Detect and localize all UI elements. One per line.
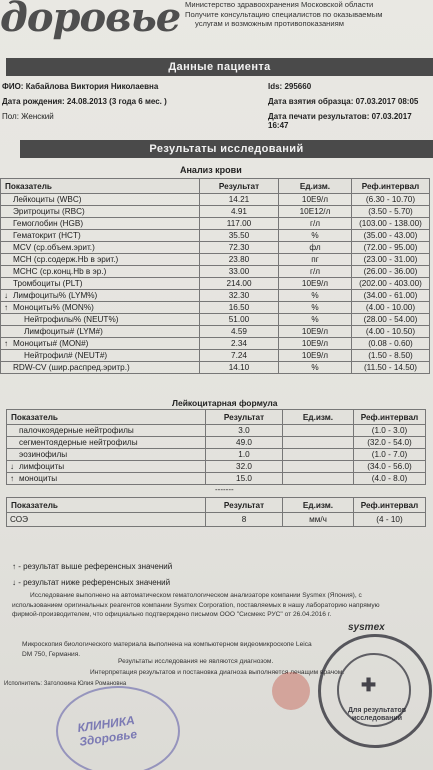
patient-section-title: Данные пациента — [6, 58, 433, 76]
result-cell: 72.30 — [200, 242, 279, 254]
col-result: Результат — [206, 498, 283, 513]
table-row — [1, 302, 430, 314]
ref-cell: (26.00 - 36.00) — [352, 266, 430, 278]
indicator-label: эозинофилы — [19, 450, 68, 459]
table-row — [1, 290, 430, 302]
microscopy-line: DM 750, Германия. — [22, 650, 81, 658]
results-section-title: Результаты исследований — [20, 140, 433, 158]
table-header-row — [1, 179, 430, 194]
table-row — [7, 425, 426, 437]
ref-cell: (202.00 - 403.00) — [352, 278, 430, 290]
clinic-logo: доровье — [0, 0, 181, 41]
result-cell: 1.0 — [206, 449, 283, 461]
result-cell: 16.50 — [200, 302, 279, 314]
table-header-row — [7, 498, 426, 513]
result-cell: 14.21 — [200, 194, 279, 206]
result-cell: 214.00 — [200, 278, 279, 290]
result-cell: 49.0 — [206, 437, 283, 449]
indicator-label: сегментоядерные нейтрофилы — [19, 438, 138, 447]
ref-cell: (11.50 - 14.50) — [352, 362, 430, 374]
blood-analysis-title: Анализ крови — [180, 165, 242, 175]
indicator-cell — [1, 338, 200, 350]
result-cell: 7.24 — [200, 350, 279, 362]
ref-cell: (34.00 - 61.00) — [352, 290, 430, 302]
result-cell: 51.00 — [200, 314, 279, 326]
col-indicator: Показатель — [7, 498, 206, 513]
unit-cell — [283, 473, 354, 485]
arrow-up-icon: ↑ — [4, 303, 8, 312]
table-row — [1, 254, 430, 266]
print-date: Дата печати результатов: 07.03.2017 16:47 — [268, 112, 412, 130]
indicator-label: Гемоглобин (HGB) — [13, 219, 84, 228]
arrow-down-icon: ↓ — [10, 462, 14, 471]
col-unit: Ед.изм. — [283, 410, 354, 425]
table-row — [7, 461, 426, 473]
indicator-cell — [1, 254, 200, 266]
ref-cell: (28.00 - 54.00) — [352, 314, 430, 326]
indicator-label: Моноциты% (MON%) — [13, 303, 94, 312]
unit-cell: % — [279, 362, 352, 374]
unit-cell: 10E9/л — [279, 338, 352, 350]
indicator-cell — [1, 314, 200, 326]
ref-cell: (1.0 - 3.0) — [354, 425, 426, 437]
col-result: Результат — [200, 179, 279, 194]
indicator-cell — [1, 194, 200, 206]
table-row — [7, 437, 426, 449]
unit-cell: % — [279, 302, 352, 314]
indicator-cell — [1, 350, 200, 362]
red-stamp — [272, 672, 310, 710]
formula-table — [6, 409, 426, 485]
ref-cell: (4.0 - 8.0) — [354, 473, 426, 485]
indicator-label: Нейтрофилы% (NEUT%) — [24, 315, 119, 324]
table-row — [1, 230, 430, 242]
unit-cell: 10E12/л — [279, 206, 352, 218]
result-cell: 23.80 — [200, 254, 279, 266]
ref-cell: (4.00 - 10.00) — [352, 302, 430, 314]
result-cell: 2.34 — [200, 338, 279, 350]
result-cell: 4.91 — [200, 206, 279, 218]
clinic-stamp — [56, 686, 180, 770]
unit-cell: 10E9/л — [279, 326, 352, 338]
indicator-cell — [1, 218, 200, 230]
unit-cell — [283, 449, 354, 461]
table-row — [1, 362, 430, 374]
microscopy-line: Микроскопия биологического материала выполнена на компьютерном видеомикроскопе Leica — [22, 641, 312, 648]
col-result: Результат — [206, 410, 283, 425]
interpretation-note: Интерпретация результатов и постановка диагноза выполняется лечащим врачом. — [90, 669, 345, 676]
indicator-label: лимфоциты — [19, 462, 65, 471]
result-cell: 14.10 — [200, 362, 279, 374]
unit-cell: % — [279, 314, 352, 326]
table-row — [1, 314, 430, 326]
col-ref: Реф.интервал — [354, 498, 426, 513]
indicator-cell — [1, 242, 200, 254]
col-indicator: Показатель — [1, 179, 200, 194]
unit-cell: % — [279, 230, 352, 242]
indicator-cell — [1, 206, 200, 218]
clinic-stamp-text: КЛИНИКА Здоровье — [76, 713, 138, 749]
table-row — [7, 473, 426, 485]
table-row — [7, 449, 426, 461]
table-row — [1, 266, 430, 278]
result-cell: 32.30 — [200, 290, 279, 302]
unit-cell: пг — [279, 254, 352, 266]
indicator-label: Лейкоциты (WBC) — [13, 195, 82, 204]
result-cell: 3.0 — [206, 425, 283, 437]
sample-date: Дата взятия образца: 07.03.2017 08:05 — [268, 97, 419, 106]
executor-note: Исполнитель: Затолокина Юлия Романовна — [4, 681, 127, 687]
analyzer-line: Исследование выполнено на автоматическом гематологическом анализаторе компании Sysmex (Япония), с — [30, 592, 362, 599]
indicator-label: Лимфоциты# (LYM#) — [24, 327, 103, 336]
arrow-down-icon: ↓ — [4, 291, 8, 300]
indicator-cell — [1, 230, 200, 242]
table-header-row — [7, 410, 426, 425]
ref-cell: (4.00 - 10.50) — [352, 326, 430, 338]
indicator-label: моноциты — [19, 474, 58, 483]
result-cell: 32.0 — [206, 461, 283, 473]
col-ref: Реф.интервал — [354, 410, 426, 425]
analyzer-line: использованием оригинальных реагентов компании Sysmex Corporation, поставляемых в нашу лабораторию напрямую — [12, 601, 380, 609]
indicator-cell — [1, 302, 200, 314]
arrow-up-icon: ↑ — [10, 474, 14, 483]
unit-cell — [283, 425, 354, 437]
indicator-cell — [1, 278, 200, 290]
not-diagnosis-note: Результаты исследования не являются диагнозом. — [118, 658, 274, 665]
ministry-header — [185, 0, 382, 29]
indicator-cell — [7, 461, 206, 473]
col-ref: Реф.интервал — [352, 179, 430, 194]
result-cell: 4.59 — [200, 326, 279, 338]
legend-down: ↓ - результат ниже референсных значений — [12, 578, 171, 587]
unit-cell: г/л — [279, 218, 352, 230]
indicator-label: MCHC (ср.конц.Hb в эр.) — [13, 267, 107, 276]
indicator-label: MCV (ср.объем.эрит.) — [13, 243, 95, 252]
ministry-line: услугам и возможным противопоказаниям — [195, 19, 344, 28]
indicator-label: палочкоядерные нейтрофилы — [19, 426, 134, 435]
unit-cell — [283, 461, 354, 473]
col-unit: Ед.изм. — [279, 179, 352, 194]
ref-cell: (34.0 - 56.0) — [354, 461, 426, 473]
indicator-cell — [7, 473, 206, 485]
col-indicator: Показатель — [7, 410, 206, 425]
result-cell: 33.00 — [200, 266, 279, 278]
indicator-label: Эритроциты (RBC) — [13, 207, 85, 216]
indicator-label: RDW-CV (шир.распред.эритр.) — [13, 363, 130, 372]
indicator-cell — [1, 362, 200, 374]
indicator-cell — [7, 425, 206, 437]
separator: ------- — [215, 485, 234, 494]
table-row — [1, 278, 430, 290]
indicator-cell — [1, 326, 200, 338]
indicator-label: Лимфоциты% (LYM%) — [13, 291, 98, 300]
arrow-up-icon: ↑ — [4, 339, 8, 348]
ref-cell: (1.0 - 7.0) — [354, 449, 426, 461]
indicator-label: Моноциты# (MON#) — [13, 339, 89, 348]
ref-cell: (35.00 - 43.00) — [352, 230, 430, 242]
result-cell: 117.00 — [200, 218, 279, 230]
ref-cell: (3.50 - 5.70) — [352, 206, 430, 218]
col-unit: Ед.изм. — [283, 498, 354, 513]
soe-name: СОЭ — [7, 513, 206, 527]
indicator-label: MCH (ср.содерж.Hb в эрит.) — [13, 255, 119, 264]
official-round-stamp — [318, 634, 432, 748]
unit-cell: фл — [279, 242, 352, 254]
ministry-line: Получите консультацию специалистов по оказываемым — [185, 9, 383, 19]
analyzer-note — [12, 591, 380, 620]
soe-table — [6, 497, 426, 527]
indicator-cell — [7, 437, 206, 449]
ref-cell: (103.00 - 138.00) — [352, 218, 430, 230]
unit-cell: г/л — [279, 266, 352, 278]
patient-birth: Дата рождения: 24.08.2013 (3 года 6 мес. ) — [2, 97, 167, 106]
indicator-cell — [1, 266, 200, 278]
indicator-label: Нейтрофил# (NEUT#) — [24, 351, 108, 360]
indicator-cell — [1, 290, 200, 302]
ref-cell: (23.00 - 31.00) — [352, 254, 430, 266]
table-row — [1, 350, 430, 362]
ministry-line: Министерство здравоохранения Московской области — [185, 0, 374, 9]
result-cell: 35.50 — [200, 230, 279, 242]
ref-cell: (6.30 - 10.70) — [352, 194, 430, 206]
patient-sex: Пол: Женский — [2, 112, 54, 121]
table-row — [1, 206, 430, 218]
indicator-cell — [7, 449, 206, 461]
formula-title: Лейкоцитарная формула — [172, 398, 278, 408]
blood-results-table — [0, 178, 430, 374]
analyzer-line: фирмой-производителем, что официально подтверждено письмом ООО "Сисмекс РУС" от 26.04.2016 г. — [12, 611, 332, 618]
unit-cell: 10E9/л — [279, 350, 352, 362]
soe-ref: (4 - 10) — [354, 513, 426, 527]
cross-icon: ✚ — [361, 675, 377, 695]
indicator-label: Гематокрит (HCT) — [13, 231, 81, 240]
table-row — [7, 513, 426, 527]
blood-results-body — [1, 194, 430, 374]
unit-cell — [283, 437, 354, 449]
unit-cell: 10E9/л — [279, 194, 352, 206]
patient-name: ФИО: Кабайлова Виктория Николаевна — [2, 82, 159, 91]
official-stamp-text: Для результатов исследований — [347, 707, 407, 722]
table-row — [1, 326, 430, 338]
patient-ids: Ids: 295660 — [268, 82, 312, 91]
formula-body — [7, 425, 426, 485]
result-cell: 15.0 — [206, 473, 283, 485]
unit-cell: % — [279, 290, 352, 302]
indicator-label: Тромбоциты (PLT) — [13, 279, 83, 288]
soe-unit: мм/ч — [283, 513, 354, 527]
soe-result: 8 — [206, 513, 283, 527]
sysmex-logo: sysmex — [348, 622, 385, 633]
ref-cell: (1.50 - 8.50) — [352, 350, 430, 362]
table-row — [1, 218, 430, 230]
ref-cell: (0.08 - 0.60) — [352, 338, 430, 350]
table-row — [1, 194, 430, 206]
ref-cell: (32.0 - 54.0) — [354, 437, 426, 449]
legend-up: ↑ - результат выше референсных значений — [12, 562, 173, 571]
table-row — [1, 338, 430, 350]
unit-cell: 10E9/л — [279, 278, 352, 290]
ref-cell: (72.00 - 95.00) — [352, 242, 430, 254]
table-row — [1, 242, 430, 254]
